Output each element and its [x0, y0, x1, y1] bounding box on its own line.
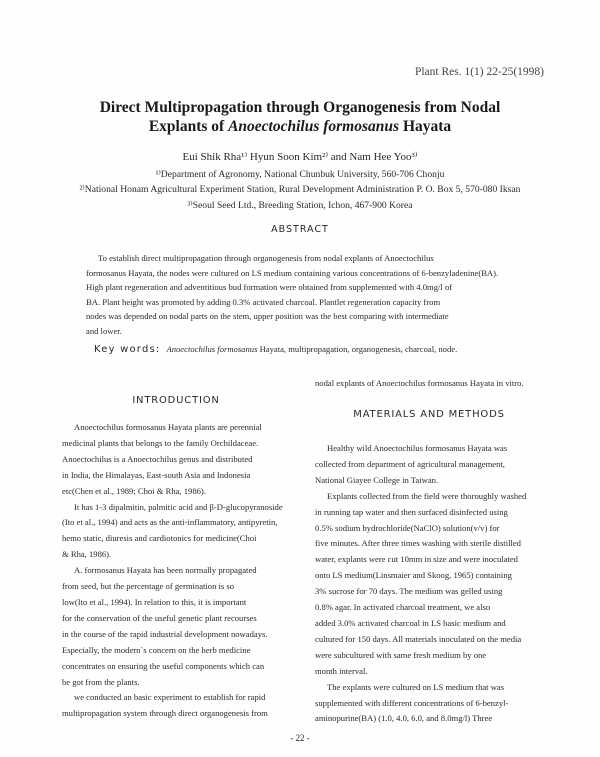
intro-line: in India, the Himalayas, East-south Asia and Indonesia [62, 469, 251, 480]
mm-line: 0.5% sodium hydrochloride(NaClO) solution(v/v) for [315, 522, 500, 533]
journal-citation: Plant Res. 1(1) 22-25(1998) [414, 66, 544, 78]
abstract-body [86, 251, 532, 339]
title-line-1: Direct Multipropagation through Organogenesis from Nodal [99, 99, 501, 116]
intro-line: (Ito et al., 1994) and acts as the anti-inflammatory, antipyretin, [62, 517, 278, 528]
authors: Eui Shik Rha¹⁾ Hyun Soon Kim²⁾ and Nam Hee Yoo³⁾ [182, 151, 418, 163]
abstract-line: and lower. [86, 325, 122, 336]
affiliations [10, 167, 590, 213]
intro-line: low(Ito et al., 1994). In relation to this, it is important [62, 596, 247, 607]
intro-line: concentrates on ensuring the useful components which can [62, 660, 265, 671]
keywords-species: Anoectochilus formosanus [166, 344, 258, 354]
abstract-line: nodes was depended on nodal parts on the stem, upper position was the best comparing with intermediate [86, 311, 449, 322]
intro-line: for the conservation of the useful genetic plant recourses [62, 612, 257, 623]
mm-line: Healthy wild Anoectochilus formosanus Hayata was [327, 443, 508, 453]
mm-line: The explants were cultured on LS medium that was [327, 681, 505, 692]
intro-line: Especially, the modern`s concern on the herb medicine [62, 644, 251, 655]
title-suffix: Hayata [399, 118, 452, 135]
intro-line: Anoectochilus formosanus Hayata plants are perennial [74, 422, 262, 432]
intro-line: we conducted an basic experiment to establish for rapid [74, 692, 266, 703]
mm-line: water, explants were cut 10mm in size and were inoculated [315, 554, 518, 565]
intro-line: medicinal plants that belongs to the family Orchildaceae. [62, 437, 259, 448]
mm-line: month interval. [315, 665, 368, 676]
mm-line: cultured for 150 days. All materials inoculated on the media [315, 633, 522, 644]
intro-line: in the course of the rapid industrial development nowadays. [62, 628, 268, 639]
title-species: Anoectochilus formosanus [228, 118, 400, 135]
page-number: - 22 - [290, 733, 310, 743]
mm-line: collected from department of agricultural management, [315, 458, 505, 469]
intro-line: Anoectochilus is a Anoectochilus genus and distributed [62, 453, 253, 464]
mm-line: National Giayee College in Taiwan. [315, 474, 439, 485]
title-prefix: Explants of [148, 118, 229, 135]
mm-line: five minutes. After three times washing with sterile distilled [315, 538, 521, 549]
intro-line: from seed, but the percentage of germination is so [62, 581, 235, 592]
mm-line: in running tap water and then surfaced disinfected using [315, 506, 508, 517]
materials-methods-body [315, 441, 543, 727]
intro-continuation: nodal explants of Anoectochilus formosanus Hayata in vitro. [315, 378, 524, 388]
abstract-line: BA. Plant height was promoted by adding 0.3% activated charcoal. Plantlet regeneration capacity from [86, 296, 441, 307]
abstract-line: High plant regeneration and adventitious bud formation were obtained from supplemented with 4.0mg/l of [86, 282, 453, 293]
intro-line: hemo static, diuresis and cardiotonics for medicine(Choi [62, 533, 257, 544]
mm-line: were subcultured with same fresh medium by one [315, 649, 487, 660]
intro-line: A. formosanus Hayata has been normally propagated [74, 565, 257, 576]
introduction-body [62, 420, 290, 722]
intro-line: multipropagation system through direct organogenesis from [62, 708, 268, 719]
materials-methods-heading: MATERIALS AND METHODS [353, 409, 505, 420]
mm-line: 0.8% agar. In activated charcoal treatment, we also [315, 602, 491, 613]
mm-line: Explants collected from the field were thoroughly washed [327, 490, 527, 501]
keywords-list: Hayata, multipropagation, organogenesis, charcoal, node. [257, 344, 458, 354]
mm-line: aminopurine(BA) (1.0, 4.0, 6.0, and 8.0mg/l) Three [315, 713, 493, 724]
abstract-line: To establish direct multipropagation through organogenesis from nodal explants of Anoectochilus [98, 253, 434, 263]
abstract-line: formosanus Hayata, the nodes were cultured on LS medium containing various concentrations of 6-benzyladenine(BA). [86, 267, 499, 278]
intro-line: & Rha, 1986). [62, 549, 112, 560]
affiliation-2: ²⁾National Honam Agricultural Experiment Station, Rural Development Administration P. O. Box 5, 570-080 Iksan [79, 184, 521, 196]
affiliation-1: ¹⁾Department of Agronomy, National Chunbuk University, 560-706 Chonju [155, 169, 445, 180]
mm-line: supplemented with different concentrations of 6-benzyl- [315, 697, 509, 708]
title-line-2 [40, 117, 560, 136]
keywords-label: Key words: [94, 344, 161, 355]
affiliation-3: ³⁾Seoul Seed Ltd., Breeding Station, Ichon, 467-900 Korea [187, 199, 413, 211]
intro-line: be got from the plants. [62, 676, 140, 687]
mm-line: added 3.0% activated charcoal in LS basic medium and [315, 617, 506, 628]
keywords [94, 344, 457, 355]
abstract-heading: ABSTRACT [271, 224, 329, 235]
introduction-heading: INTRODUCTION [132, 395, 220, 406]
mm-line: 3% sucrose for 70 days. The medium was gelled using [315, 586, 503, 597]
intro-line: etc(Chen et al., 1989; Choi & Rha, 1986). [62, 485, 206, 496]
intro-line: It has 1-3 dipalmitin, palmitic acid and β-D-glucopyranoside [74, 501, 283, 512]
mm-line: onto LS medium(Linsmaier and Skoog, 1965) containing [315, 570, 512, 581]
paper-title [40, 98, 560, 136]
